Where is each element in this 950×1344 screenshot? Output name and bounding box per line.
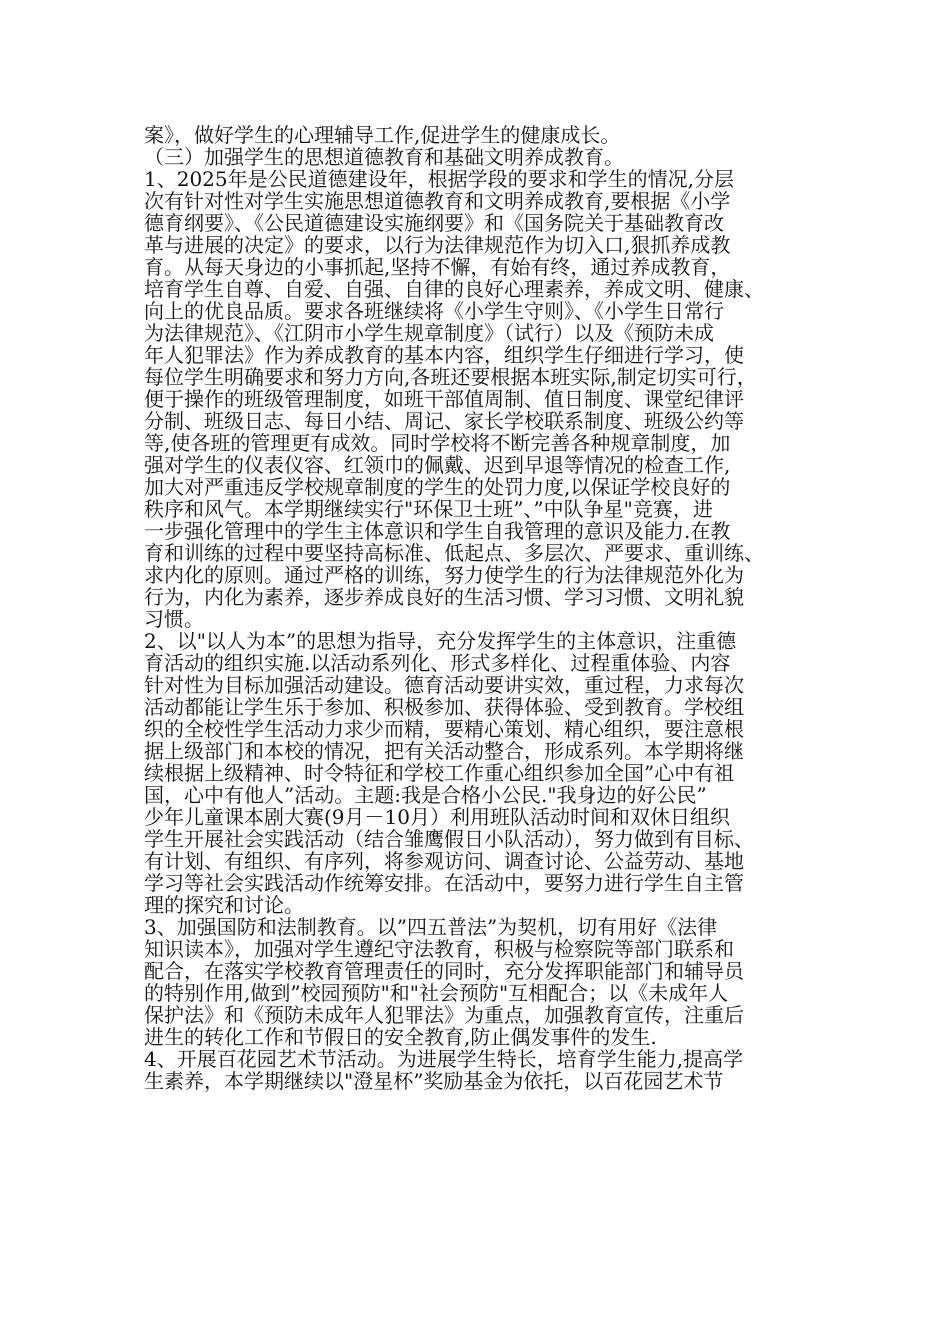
text-line: 向上的优良品质。要求各班继续将《小学生守则》、《小学生日常行 xyxy=(144,299,724,323)
text-line: 学习等社会实践活动作统筹安排。在活动中，要努力进行学生自主管 xyxy=(144,871,744,895)
text-line: 有计划、有组织、有序列，将参观访问、调查讨论、公益劳动、基地 xyxy=(144,849,744,873)
text-line: 4、开展百花园艺术节活动。为进展学生特长，培育学生能力,提高学 xyxy=(144,1047,744,1071)
text-line: 便于操作的班级管理制度，如班干部值周制、值日制度、课堂纪律评 xyxy=(144,387,744,411)
text-line: 求内化的原则。通过严格的训练，努力使学生的行为法律规范外化为 xyxy=(144,563,744,587)
text-line: 据上级部门和本校的情况，把有关活动整合，形成系列。本学期将继 xyxy=(144,739,744,763)
text-line: 年人犯罪法》作为养成教育的基本内容，组织学生仔细进行学习，使 xyxy=(144,343,744,367)
text-line: 活动都能让学生乐于参加、积极参加、获得体验、受到教育。学校组 xyxy=(144,695,744,719)
text-line: 1、2025年是公民道德建设年，根据学段的要求和学生的情况,分层 xyxy=(144,167,734,191)
text-line: 国，心中有他人”活动。主题:我是合格小公民."我身边的好公民” xyxy=(144,783,707,807)
text-line: 少年儿童课本剧大赛(9月－10月）利用班队活动时间和双休日组织 xyxy=(144,805,730,829)
text-line: 知识读本》，加强对学生遵纪守法教育，积极与检察院等部门联系和 xyxy=(144,937,734,961)
text-line: 育。从每天身边的小事抓起,坚持不懈，有始有终，通过养成教育， xyxy=(144,255,731,279)
text-line: 德育纲要》、《公民道德建设实施纲要》和《国务院关于基础教育改 xyxy=(144,211,724,235)
text-line: 分制、班级日志、每日小结、周记、家长学校联系制度、班级公约等 xyxy=(144,409,744,433)
text-line: 培育学生自尊、自爱、自强、自律的良好心理素养，养成文明、健康、 xyxy=(144,277,764,301)
text-line: 秩序和风气。本学期继续实行"环保卫士班”、”中队争星"竞赛，进 xyxy=(144,497,713,521)
text-line: 3、加强国防和法制教育。以”四五普法”为契机，切有用好《法律 xyxy=(144,915,718,939)
text-line: 等,使各班的管理更有成效。同时学校将不断完善各种规章制度，加 xyxy=(144,431,731,455)
text-line: 育和训练的过程中要坚持高标准、低起点、多层次、严要求、重训练、 xyxy=(144,541,764,565)
text-line: 一步强化管理中的学生主体意识和学生自我管理的意识及能力.在教 xyxy=(144,519,731,543)
text-line: 进生的转化工作和节假日的安全教育,防止偶发事件的发生. xyxy=(144,1025,657,1049)
text-line: 案》，做好学生的心理辅导工作,促进学生的健康成长。 xyxy=(144,123,621,147)
text-line: 习惯。 xyxy=(144,607,204,631)
text-line: 的特别作用,做到”校园预防"和"社会预防"互相配合；以《未成年人 xyxy=(144,981,729,1005)
text-line: 针对性为目标加强活动建设。德育活动要讲实效，重过程，力求每次 xyxy=(144,673,744,697)
text-line: 强对学生的仪表仪容、红领巾的佩戴、迟到早退等情况的检查工作, xyxy=(144,453,731,477)
text-line: 加大对严重违反学校规章制度的学生的处罚力度,以保证学校良好的 xyxy=(144,475,731,499)
text-line: 次有针对性对学生实施思想道德教育和文明养成教育,要根据《小学 xyxy=(144,189,731,213)
text-line: （三）加强学生的思想道德教育和基础文明养成教育。 xyxy=(144,145,624,169)
text-line: 理的探究和讨论。 xyxy=(144,893,304,917)
text-line: 保护法》和《预防未成年人犯罪法》为重点，加强教育宣传，注重后 xyxy=(144,1003,744,1027)
text-line: 生素养，本学期继续以"澄星杯”奖励基金为依托，以百花园艺术节 xyxy=(144,1069,724,1093)
text-line: 织的全校性学生活动力求少而精，要精心策划、精心组织，要注意根 xyxy=(144,717,744,741)
text-line: 革与进展的决定》的要求，以行为法律规范作为切入口,狠抓养成教 xyxy=(144,233,731,257)
text-line: 每位学生明确要求和努力方向,各班还要根据本班实际,制定切实可行， xyxy=(144,365,757,389)
document-body xyxy=(144,124,834,1092)
text-line: 2、以"以人为本”的思想为指导，充分发挥学生的主体意识，注重德 xyxy=(144,629,737,653)
text-line: 续根据上级精神、时令特征和学校工作重心组织参加全国”心中有祖 xyxy=(144,761,735,785)
text-line: 配合，在落实学校教育管理责任的同时，充分发挥职能部门和辅导员 xyxy=(144,959,744,983)
text-line: 学生开展社会实践活动（结合雏鹰假日小队活动），努力做到有目标、 xyxy=(144,827,754,851)
text-line: 行为，内化为素养，逐步养成良好的生活习惯、学习习惯、文明礼貌 xyxy=(144,585,744,609)
text-line: 育活动的组织实施.以活动系列化、形式多样化、过程重体验、内容 xyxy=(144,651,731,675)
text-line: 为法律规范》、《江阴市小学生规章制度》（试行）以及《预防未成 xyxy=(144,321,714,345)
